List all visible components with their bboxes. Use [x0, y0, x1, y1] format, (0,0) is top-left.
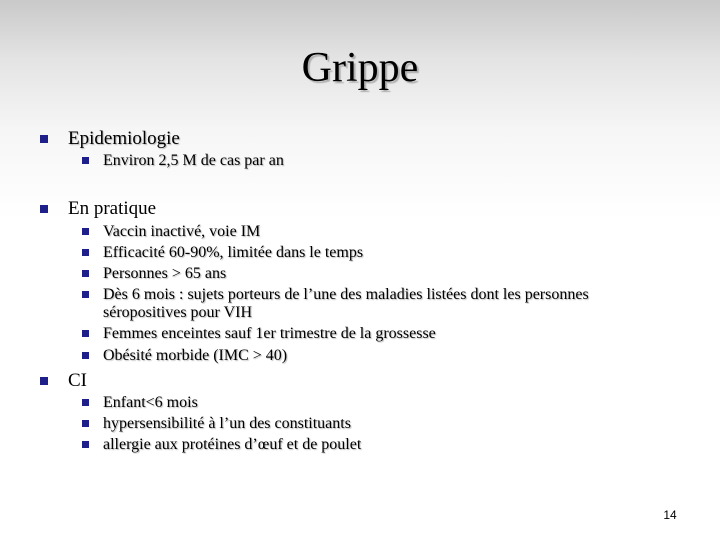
list-item-continuation: séropositives pour VIH — [103, 304, 253, 321]
square-bullet-icon — [82, 441, 89, 448]
square-bullet-icon — [82, 330, 89, 337]
section-heading: En pratique — [68, 198, 157, 219]
square-bullet-icon — [82, 291, 89, 298]
list-item: Personnes > 65 ans — [103, 265, 227, 282]
list-item: allergie aux protéines d’œuf et de poulet — [103, 436, 362, 453]
square-bullet-icon — [82, 228, 89, 235]
square-bullet-icon — [82, 399, 89, 406]
slide-title: Grippe — [301, 45, 419, 91]
square-bullet-icon — [82, 270, 89, 277]
square-bullet-icon — [40, 135, 48, 143]
list-item: Femmes enceintes sauf 1er trimestre de la grossesse — [103, 325, 436, 342]
list-item: Dès 6 mois : sujets porteurs de l’une des maladies listées dont les personnes — [103, 286, 589, 303]
square-bullet-icon — [40, 205, 48, 213]
list-item: Efficacité 60-90%, limitée dans le temps — [103, 244, 364, 261]
list-item: hypersensibilité à l’un des constituants — [103, 415, 351, 432]
square-bullet-icon — [40, 377, 48, 385]
section-heading: Epidemiologie — [68, 128, 180, 149]
square-bullet-icon — [82, 352, 89, 359]
list-item: Obésité morbide (IMC > 40) — [103, 347, 288, 364]
list-item: Environ 2,5 M de cas par an — [103, 152, 284, 169]
section-heading: CI — [68, 370, 87, 391]
list-item: Enfant<6 mois — [103, 394, 198, 411]
square-bullet-icon — [82, 157, 89, 164]
square-bullet-icon — [82, 249, 89, 256]
page-number: 14 — [663, 508, 677, 522]
square-bullet-icon — [82, 420, 89, 427]
list-item: Vaccin inactivé, voie IM — [103, 223, 261, 240]
